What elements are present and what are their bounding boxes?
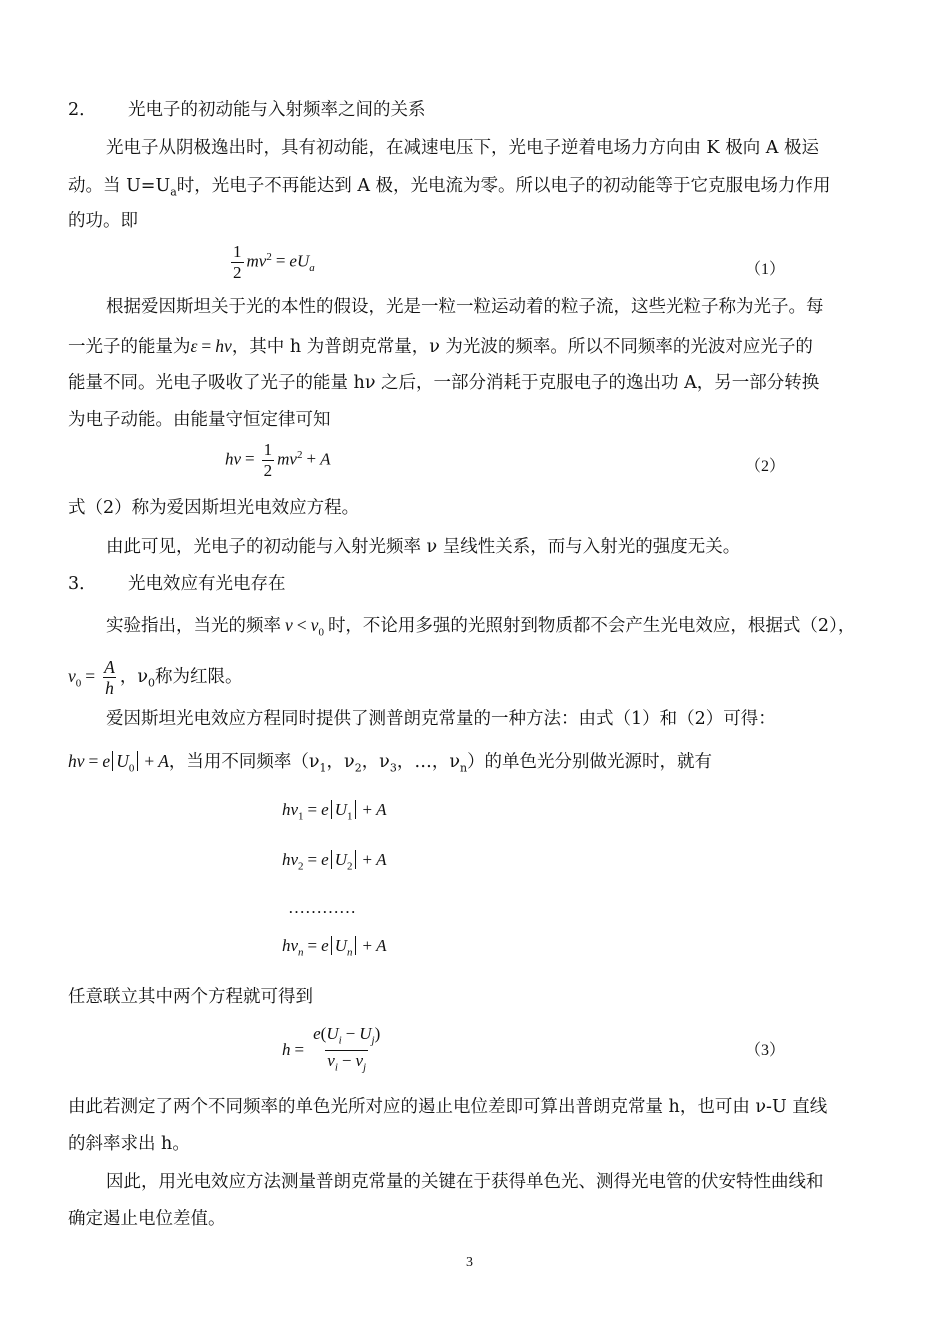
text: ，其中 h 为普朗克常量，ν 为光波的频率。所以不同频率的光波对应光子的 xyxy=(231,337,813,357)
s2-p1-line1: 光电子从阴极逸出时，具有初动能，在减速电压下，光电子逆着电场力方向由 K 极向 A 极运 xyxy=(106,138,819,158)
mv: mv xyxy=(277,449,297,469)
text: 时，光电子不再能达到 A 极，光电流为零。所以电子的初动能等于它克服电场力作用 xyxy=(176,176,831,196)
subscript: a xyxy=(170,185,177,199)
equation-2-label: （2） xyxy=(745,458,786,475)
section-3-number: 3． xyxy=(68,574,97,594)
s2-p2-line2 xyxy=(68,334,883,359)
numerator: 1 xyxy=(263,440,273,459)
numerator xyxy=(311,1024,382,1050)
A: A xyxy=(376,800,387,819)
nu: v xyxy=(355,1051,364,1071)
s2-p2-line1: 根据爱因斯坦关于光的本性的假设，光是一粒一粒运动着的粒子流，这些光粒子称为光子。每 xyxy=(106,297,824,317)
U: U xyxy=(334,850,347,869)
equals: = xyxy=(201,336,212,356)
A: A xyxy=(158,751,169,771)
text: ，ν xyxy=(326,752,355,772)
subscript: i xyxy=(334,1061,338,1074)
subscript: 0 xyxy=(128,762,135,775)
fraction-planck xyxy=(311,1024,382,1078)
text: ，当用不同频率（ν xyxy=(168,752,320,772)
subscript: 1 xyxy=(346,810,353,823)
e: e xyxy=(321,800,329,819)
equation-dots: ………… xyxy=(288,898,356,917)
hv: hv xyxy=(68,751,85,771)
e: e xyxy=(321,936,329,955)
equation-1-label: （1） xyxy=(745,261,786,278)
subscript: 2 xyxy=(354,761,362,775)
section-2-number: 2． xyxy=(68,100,97,120)
numerator: A xyxy=(104,657,115,678)
U: U xyxy=(116,751,129,771)
hv: hv xyxy=(282,850,299,869)
e: e xyxy=(313,1024,321,1043)
epsilon: ε xyxy=(190,336,198,356)
numerator: 1 xyxy=(233,242,242,261)
h: h xyxy=(282,1039,291,1059)
s2-p1-line2 xyxy=(68,174,883,205)
A: A xyxy=(376,936,387,955)
mv: mv xyxy=(246,251,267,271)
equation-2 xyxy=(225,440,330,481)
s3-p2-line1: 爱因斯坦光电效应方程同时提供了测普朗克常量的一种方法：由式（1）和（2）可得： xyxy=(106,709,776,729)
A: A xyxy=(320,449,331,469)
s3-p4-line1: 由此若测定了两个不同频率的单色光所对应的遏止电位差即可算出普朗克常量 h，也可由 ν-U 直线 xyxy=(68,1097,828,1117)
absolute-value xyxy=(331,850,357,873)
U: U xyxy=(334,936,347,955)
red-limit-formula xyxy=(68,657,120,699)
subscript: 3 xyxy=(389,761,397,775)
subscript: a xyxy=(309,261,315,274)
equals: = xyxy=(245,449,255,469)
denominator: 2 xyxy=(233,263,242,282)
subscript: j xyxy=(371,1034,375,1047)
inline-inequality xyxy=(281,615,328,639)
equation-3-label: （3） xyxy=(745,1042,786,1059)
equals: = xyxy=(307,800,318,819)
nu: v xyxy=(327,1051,335,1071)
equation-hv1 xyxy=(282,800,386,822)
exponent: 2 xyxy=(296,448,303,461)
absolute-value xyxy=(112,751,138,775)
text: 实验指出，当光的频率 xyxy=(106,616,281,636)
subscript: n xyxy=(298,946,304,959)
inline-energy-formula xyxy=(191,336,232,356)
absolute-value xyxy=(331,936,357,959)
s2-p2-line4: 为电子动能。由能量守恒定律可知 xyxy=(68,410,331,430)
section-3-title: 光电效应有光电存在 xyxy=(128,574,286,594)
subscript: 0 xyxy=(75,677,82,690)
s2-p2-line3: 能量不同。光电子吸收了光子的能量 hν 之后，一部分消耗于克服电子的逸出功 A，另一部分转换 xyxy=(68,373,820,393)
equals: = xyxy=(275,251,286,271)
inline-einstein-formula xyxy=(68,751,169,775)
equation-hvn xyxy=(282,936,386,958)
subscript: 1 xyxy=(319,761,327,775)
fraction xyxy=(102,657,117,698)
subscript: 2 xyxy=(346,860,353,873)
subscript: 1 xyxy=(298,810,304,823)
U: U xyxy=(334,800,347,819)
text: 称为红限。 xyxy=(155,667,243,687)
plus: + xyxy=(362,936,373,955)
s3-p5-line1: 因此，用光电效应方法测量普朗克常量的关键在于获得单色光、测得光电管的伏安特性曲线和 xyxy=(106,1172,824,1192)
text: 一光子的能量为 xyxy=(68,337,191,357)
e: e xyxy=(102,751,111,771)
subscript: j xyxy=(363,1061,367,1074)
subscript: i xyxy=(338,1034,342,1047)
s2-p4: 由此可见，光电子的初动能与入射光频率 ν 呈线性关系，而与入射光的强度无关。 xyxy=(106,537,741,557)
U: U xyxy=(326,1024,339,1043)
equation-3 xyxy=(282,1024,385,1078)
s3-p1-line2 xyxy=(68,652,883,700)
paren: ( xyxy=(320,1024,327,1043)
equation-hv2 xyxy=(282,850,386,872)
less-than: < xyxy=(296,615,307,635)
paren: ) xyxy=(374,1024,381,1043)
page-number: 3 xyxy=(466,1255,473,1270)
s2-p3: 式（2）称为爱因斯坦光电效应方程。 xyxy=(68,498,360,518)
equals: = xyxy=(85,666,96,686)
section-2-heading xyxy=(68,98,883,122)
fraction-half xyxy=(262,440,275,481)
s3-p1-line1 xyxy=(106,613,921,645)
text: 动。当 U=U xyxy=(68,176,171,196)
denominator xyxy=(325,1050,368,1077)
section-3-heading xyxy=(68,572,883,596)
hv: hv xyxy=(225,449,242,469)
plus: + xyxy=(144,751,155,771)
plus: + xyxy=(362,800,373,819)
A: A xyxy=(376,850,387,869)
U: U xyxy=(359,1024,372,1043)
subscript: 0 xyxy=(318,626,324,639)
subscript: 0 xyxy=(148,676,155,690)
subscript: 2 xyxy=(298,860,304,873)
eU: eU xyxy=(289,251,310,271)
e: e xyxy=(321,850,329,869)
text: ）的单色光分别做光源时，就有 xyxy=(467,752,713,772)
nu: v xyxy=(68,666,76,686)
hv: hv xyxy=(282,936,299,955)
equals: = xyxy=(307,850,318,869)
equation-1 xyxy=(228,242,315,283)
text: 时，不论用多强的光照射到物质都不会产生光电效应，根据式（2）， xyxy=(327,616,856,636)
fraction-half xyxy=(231,242,244,283)
nu: v xyxy=(285,615,293,635)
s3-p4-line2: 的斜率求出 h。 xyxy=(68,1134,190,1154)
minus: − xyxy=(345,1024,356,1043)
equals: = xyxy=(294,1039,305,1059)
s3-p3: 任意联立其中两个方程就可得到 xyxy=(68,987,313,1007)
s3-p2-line2 xyxy=(68,749,883,781)
s2-p1-line3: 的功。即 xyxy=(68,211,138,231)
denominator: h xyxy=(105,678,114,699)
plus: + xyxy=(306,449,317,469)
equals: = xyxy=(307,936,318,955)
equals: = xyxy=(88,751,99,771)
nu: v xyxy=(310,615,319,635)
subscript: n xyxy=(459,761,468,775)
hv: hv xyxy=(282,800,299,819)
exponent: 2 xyxy=(266,250,272,263)
plus: + xyxy=(362,850,373,869)
minus: − xyxy=(341,1051,352,1071)
hv: hv xyxy=(215,336,232,356)
text: ，ν xyxy=(361,752,390,772)
text: ，…，ν xyxy=(396,752,460,772)
text: ，ν xyxy=(119,667,148,687)
denominator: 2 xyxy=(263,461,273,480)
s3-p5-line2: 确定遏止电位差值。 xyxy=(68,1209,226,1229)
absolute-value xyxy=(331,800,357,823)
subscript: n xyxy=(346,946,353,959)
section-2-title: 光电子的初动能与入射频率之间的关系 xyxy=(128,100,426,120)
